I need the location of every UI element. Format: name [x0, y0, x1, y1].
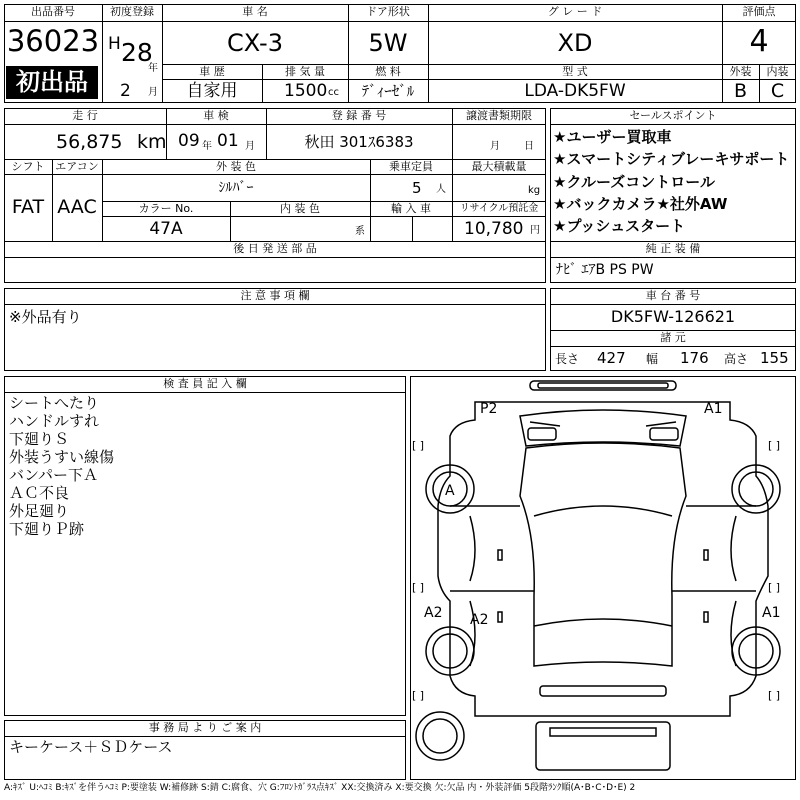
sales-point-item: ★プッシュスタート: [553, 217, 686, 235]
max-load-label: 最大積載量: [471, 160, 527, 173]
inspector-line: 下廻りＳ: [9, 430, 70, 448]
inspection-label: 車 検: [203, 109, 229, 122]
interior-color-label: 内 装 色: [280, 202, 320, 215]
transfer-month-unit: 月: [490, 141, 500, 152]
lot-number: 36023: [6, 24, 100, 58]
width-label: 幅: [646, 352, 659, 366]
capacity-value: 5: [412, 179, 422, 197]
model-code-label: 型 式: [562, 65, 588, 78]
inspector-line: 外足廻り: [9, 502, 70, 520]
interior-grade-value: C: [770, 80, 785, 102]
shift-value: FAT: [11, 196, 45, 218]
sales-point-item: ★クルーズコントロール: [553, 173, 715, 191]
lot-number-label: 出品番号: [31, 5, 75, 18]
transfer-label: 譲渡書類期限: [466, 109, 532, 122]
equipment-value: ﾅﾋﾞ ｴｱB PS PW: [556, 262, 654, 278]
first-listing-text: 初出品: [16, 68, 88, 96]
inspection-year-unit: 年: [202, 141, 212, 152]
sales-point-item: ★スマートシティブレーキサポート: [553, 150, 790, 168]
model-code-value: LDA-DK5FW: [524, 81, 626, 101]
inspection-month: 01: [217, 131, 239, 151]
year-unit: 年: [148, 63, 158, 74]
width-value: 176: [680, 349, 709, 367]
history-label: 車 歴: [199, 65, 225, 78]
car-name-label: 車 名: [242, 5, 268, 18]
damage-mark-a-left-front-wheel: A: [445, 483, 455, 499]
capacity-label: 乗車定員: [389, 160, 433, 173]
fuel-label: 燃 料: [375, 65, 401, 78]
door-label: ドア形状: [366, 5, 410, 18]
equipment-label: 純 正 装 備: [645, 242, 701, 255]
exterior-grade-label: 外装: [729, 65, 752, 78]
bracket-right-bottom: [ ]: [768, 689, 781, 702]
mileage-value: 56,875: [56, 131, 123, 153]
mileage-unit: km: [137, 131, 167, 153]
office-value: キーケース＋ＳＤケース: [9, 738, 173, 756]
length-value: 427: [597, 349, 626, 367]
color-no-label: カラー No.: [138, 202, 194, 215]
ac-value: AAC: [57, 196, 97, 218]
bracket-left-bottom: [ ]: [412, 689, 425, 702]
color-no-value: 47A: [149, 219, 183, 239]
first-reg-year: 28: [121, 38, 153, 67]
sales-point-item: ★バックカメラ★社外AW: [553, 195, 728, 213]
displacement-value: 1500: [284, 81, 328, 101]
month-unit: 月: [148, 87, 158, 98]
mileage-label: 走 行: [72, 109, 98, 122]
registration-label: 登 録 番 号: [331, 109, 387, 122]
inspection-year: 09: [178, 131, 200, 151]
exterior-color-value: ｼﾙﾊﾞｰ: [218, 180, 254, 196]
score-value: 4: [749, 24, 769, 59]
notes-value: ※外品有り: [9, 308, 82, 326]
inspector-label: 検 査 員 記 入 欄: [163, 377, 247, 390]
bracket-left-top: [ ]: [412, 439, 425, 452]
import-label: 輸 入 車: [391, 202, 431, 215]
length-label: 長さ: [555, 352, 580, 366]
later-parts-label: 後 日 発 送 部 品: [233, 242, 317, 255]
inspector-line: シートへたり: [9, 394, 100, 412]
inspector-line: ＡＣ不良: [9, 484, 70, 502]
fuel-value: ﾃﾞｨｰｾﾞﾙ: [361, 82, 415, 100]
door-value: 5W: [368, 29, 408, 57]
transfer-day-unit: 日: [524, 141, 534, 152]
damage-mark-p2: P2: [480, 401, 498, 417]
damage-mark-a1-right-side: A1: [762, 605, 781, 621]
capacity-unit: 人: [436, 184, 446, 195]
sales-point-item: ★ユーザー買取車: [553, 128, 672, 146]
notes-label: 注 意 事 項 欄: [240, 289, 310, 302]
max-load-unit: kg: [528, 185, 541, 196]
damage-mark-a1-front-right: A1: [704, 401, 723, 417]
car-name: CX-3: [227, 29, 283, 57]
exterior-color-label: 外 装 色: [216, 160, 256, 173]
inspection-month-unit: 月: [245, 141, 255, 152]
displacement-unit: cc: [328, 87, 339, 98]
grade-value: XD: [557, 29, 593, 57]
shift-label: シフト: [11, 160, 45, 173]
dims-label: 諸 元: [660, 331, 686, 344]
inspector-line: バンパー下Ａ: [9, 466, 98, 484]
inspector-line: ハンドルすれ: [9, 412, 100, 430]
interior-grade-label: 内装: [766, 65, 789, 78]
bracket-right-mid: [ ]: [768, 581, 781, 594]
recycle-unit: 円: [530, 225, 540, 236]
grade-label: グ レ ー ド: [547, 5, 603, 18]
inspector-line: 下廻りＰ跡: [9, 520, 85, 538]
office-label: 事 務 局 よ り ご 案 内: [148, 721, 262, 734]
first-reg-label: 初度登録: [110, 5, 154, 18]
first-reg-month: 2: [120, 81, 131, 101]
legend-text: A:ｷｽﾞ U:ﾍｺﾐ B:ｷｽﾞを伴うﾍｺﾐ P:要塗装 W:補修跡 S:錆 C:腐食、穴 G:ﾌﾛﾝﾄｶﾞﾗｽ点ｷｽﾞ XX:交換済み X:要交換 欠:欠品 内・外装評価 5段階ﾗﾝｸ順(A･B･C･D･E) 2: [4, 783, 636, 793]
height-value: 155: [760, 349, 789, 367]
sales-points-label: セールスポイント: [629, 109, 717, 122]
bracket-left-mid: [ ]: [412, 581, 425, 594]
history-value: 自家用: [186, 81, 238, 101]
recycle-label: リサイクル預託金: [459, 203, 539, 214]
car-diagram: [410, 376, 796, 780]
ac-label: エアコン: [55, 160, 99, 173]
era-prefix: H: [108, 34, 121, 54]
inspector-line: 外装うすい線傷: [9, 448, 115, 466]
damage-mark-a2-rear-left: A2: [470, 612, 489, 628]
score-label: 評価点: [742, 5, 776, 18]
chassis-label: 車 台 番 号: [645, 289, 701, 302]
displacement-label: 排 気 量: [285, 65, 325, 78]
bracket-right-top: [ ]: [768, 439, 781, 452]
registration-value: 秋田 301ｽ6383: [304, 133, 414, 151]
exterior-grade-value: B: [733, 80, 748, 102]
interior-color-unit: 系: [355, 226, 365, 237]
recycle-value: 10,780: [464, 219, 524, 239]
height-label: 高さ: [724, 352, 749, 366]
chassis-value: DK5FW-126621: [610, 307, 736, 326]
damage-mark-a2-left-side: A2: [424, 605, 443, 621]
